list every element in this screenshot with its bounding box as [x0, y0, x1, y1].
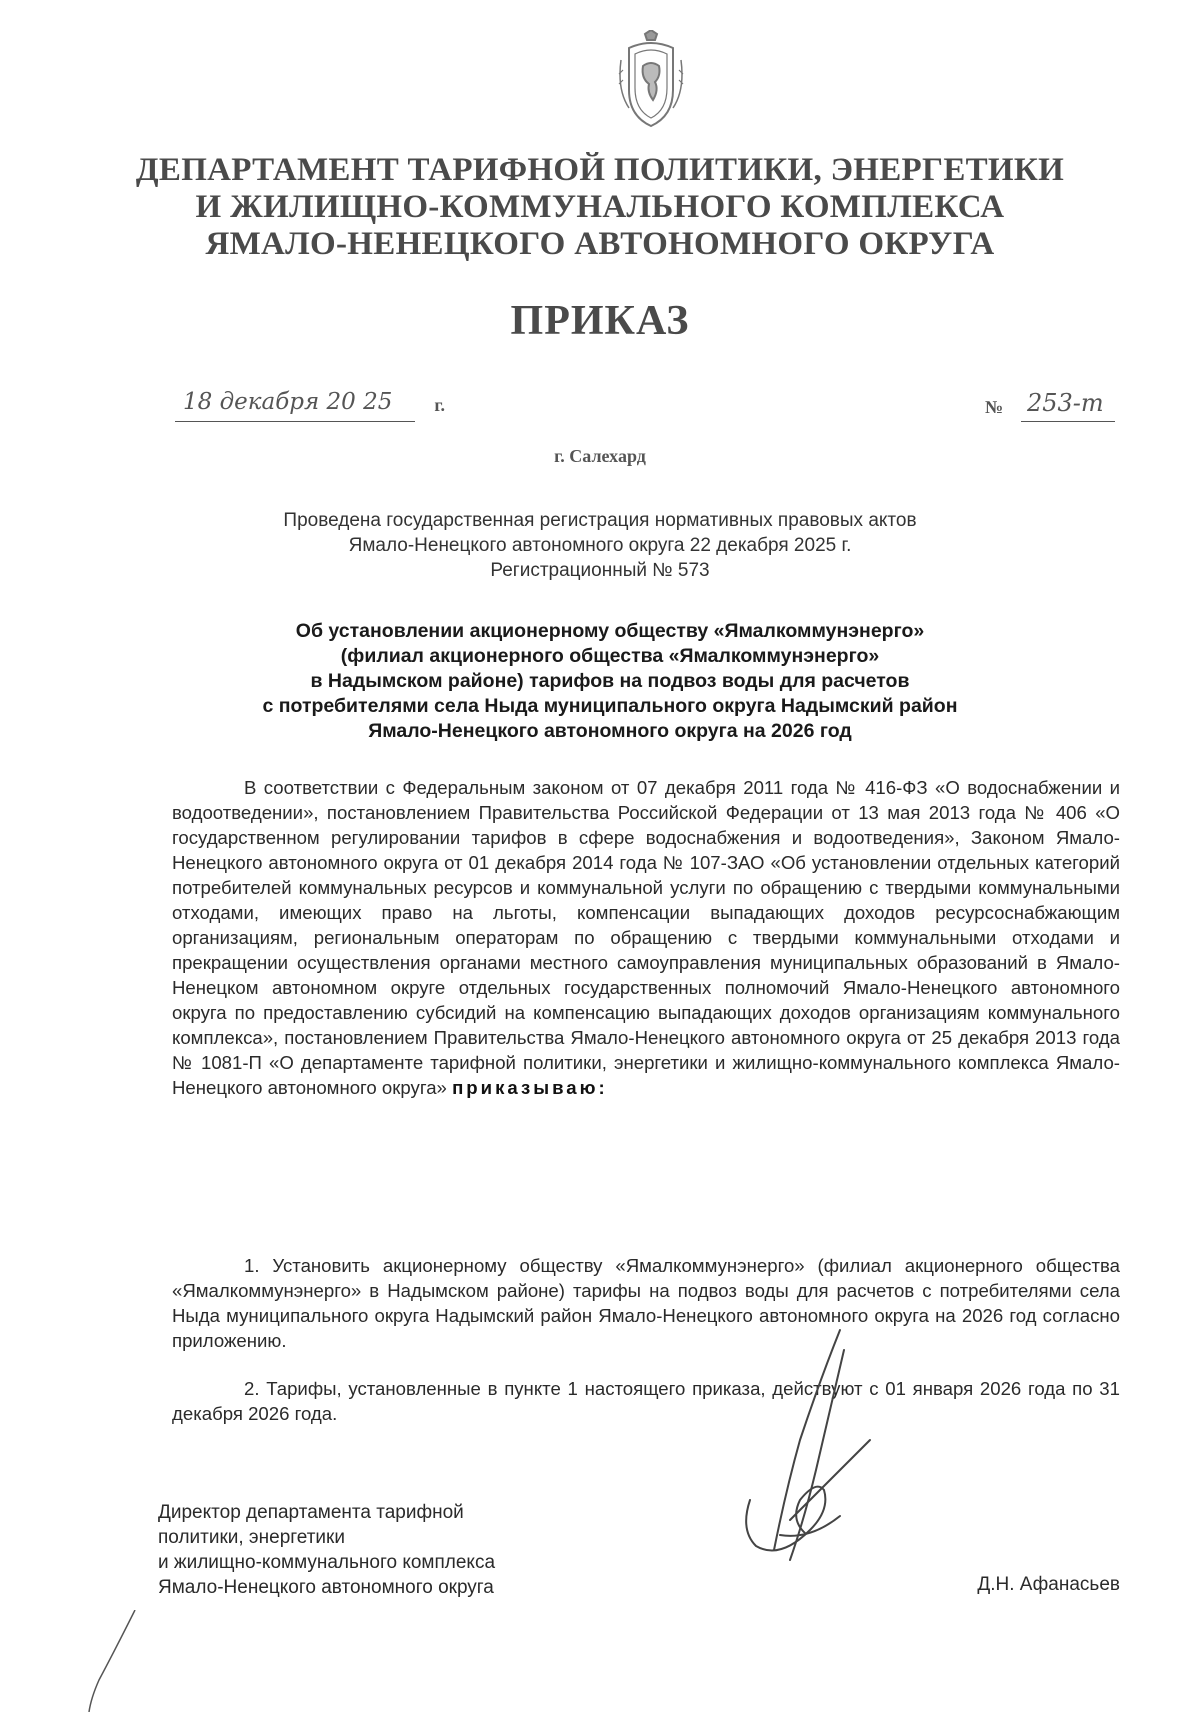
preamble-text: В соответствии с Федеральным законом от 07 декабря 2011 года № 416-ФЗ «О водоснабжении и водоотведении», постановлением Правительства Российской Федерации от 13 мая 2013 года № 406 «О государственном регулировании тарифов в сфере водоснабжения и водоотведения», Законом Ямало-Ненецкого автономного округа от 01 декабря 2014 года № 107-ЗАО «Об установлении отдельных категорий потребителей коммунальных ресурсов и коммунальной услуги по обращению с твердыми коммунальными отходами, имеющих право на льготы, компенсации выпадающих доходов ресурсоснабжающим организациям, региональным операторам по обращению с твердыми коммунальными отходами и прекращении осуществления органами местного самоуправления муниципальных образований в Ямало-Ненецком автономном округе отдельных государственных полномочий Ямало-Ненецкого автономного округа по предоставлению субсидий на компенсацию выпадающих доходов организациям коммунального комплекса», постановлением Правительства Ямало-Ненецкого автономного округа от 25 декабря 2013 года № 1081-П «О департаменте тарифной политики, энергетики и жилищно-коммунального комплекса Ямало-Ненецкого автономного округа» — [172, 777, 1120, 1098]
position-line: политики, энергетики — [158, 1527, 345, 1548]
department-name-line-2: И ЖИЛИЩНО-КОММУНАЛЬНОГО КОМПЛЕКСА — [195, 189, 1005, 225]
handwritten-signature — [720, 1320, 920, 1580]
signatory-position — [158, 1500, 678, 1600]
order-item-1: 1. Установить акционерному обществу «Ямалкоммунэнерго» (филиал акционерного общества «Ямалкоммунэнерго» в Надымском районе) тарифы на подвоз воды для расчетов с потребителями села Ныда муниципального округа Надымский район Ямало-Ненецкого автономного округа на 2026 год согласно приложению. — [172, 1255, 1120, 1351]
position-line: и жилищно-коммунального комплекса — [158, 1552, 496, 1573]
signatory-name: Д.Н. Афанасьев — [977, 1574, 1120, 1595]
department-name-line-3: ЯМАЛО-НЕНЕЦКОГО АВТОНОМНОГО ОКРУГА — [205, 226, 995, 262]
margin-mark — [85, 1610, 145, 1712]
subject-line: в Надымском районе) тарифов на подвоз воды для расчетов — [310, 670, 910, 692]
date-suffix: г. — [434, 395, 445, 415]
order-item-2: 2. Тарифы, установленные в пункте 1 настоящего приказа, действуют с 01 января 2026 года по 31 декабря 2026 года. — [172, 1378, 1120, 1424]
registration-line: Ямало-Ненецкого автономного округа 22 декабря 2025 г. — [348, 535, 852, 556]
city-label: г. Салехард — [554, 446, 646, 466]
subject-line: (филиал акционерного общества «Ямалкоммунэнерго» — [340, 645, 880, 667]
department-name-line-1: ДЕПАРТАМЕНТ ТАРИФНОЙ ПОЛИТИКИ, ЭНЕРГЕТИКИ — [135, 152, 1065, 188]
date-underline — [175, 421, 415, 422]
coat-of-arms-emblem — [615, 30, 687, 130]
number-underline — [1021, 421, 1115, 422]
preamble-paragraph — [172, 775, 1120, 1100]
registration-line: Регистрационный № 573 — [490, 560, 710, 581]
position-line: Ямало-Ненецкого автономного округа — [158, 1577, 494, 1598]
subject-line: с потребителями села Ныда муниципального округа Надымский район — [262, 695, 958, 717]
handwritten-date: 18 декабря 20 25 — [183, 389, 393, 415]
document-type-title: ПРИКАЗ — [510, 298, 690, 344]
registration-line: Проведена государственная регистрация нормативных правовых актов — [283, 510, 917, 531]
number-label: № — [985, 397, 1004, 417]
subject-line: Ямало-Ненецкого автономного округа на 2026 год — [368, 720, 852, 742]
order-number — [985, 389, 1115, 425]
registration-note — [200, 508, 1000, 583]
subject-line: Об установлении акционерному обществу «Ямалкоммунэнерго» — [295, 620, 925, 642]
handwritten-number: 253-т — [1027, 389, 1104, 417]
position-line: Директор департамента тарифной — [158, 1502, 464, 1523]
order-date — [175, 389, 445, 425]
order-subject — [190, 619, 1030, 744]
order-word: приказываю: — [452, 1077, 608, 1098]
